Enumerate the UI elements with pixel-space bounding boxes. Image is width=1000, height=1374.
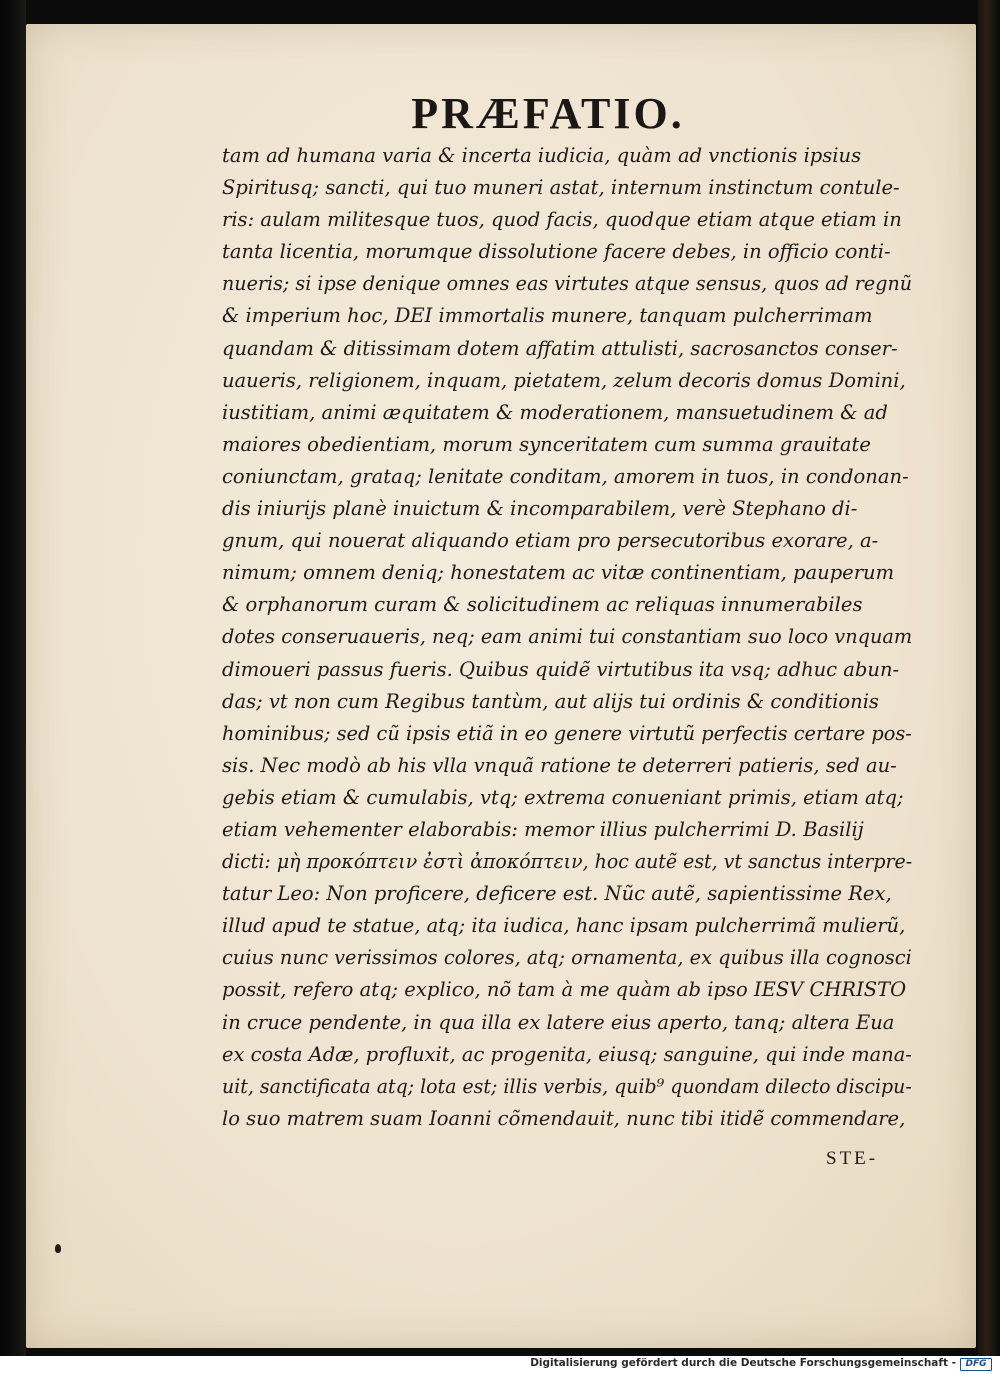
text-line: das; vt non cum Regibus tantùm, aut alijs tui ordinis & conditionis bbox=[222, 689, 879, 713]
page-heading: PRÆFATIO. bbox=[411, 89, 685, 138]
text-line: illud apud te statue, atq; ita iudica, hanc ipsam pulcherrimã mulierũ, bbox=[222, 914, 906, 938]
catchword: STE- bbox=[826, 1148, 879, 1169]
text-line: gnum, qui nouerat aliquando etiam pro persecutoribus exorare, a- bbox=[222, 529, 879, 553]
text-line: maiores obedientiam, morum synceritatem cum summa grauitate bbox=[222, 432, 871, 456]
text-line: nimum; omnem deniq; honestatem ac vitæ continentiam, pauperum bbox=[222, 561, 895, 585]
text-line: gebis etiam & cumulabis, vtq; extrema conueniant primis, etiam atq; bbox=[222, 785, 904, 809]
footer-bar bbox=[0, 1356, 1000, 1374]
body-text bbox=[222, 140, 912, 1135]
dfg-logo: DFG bbox=[960, 1358, 992, 1371]
text-line: Spiritusq; sancti, qui tuo muneri astat, internum instinctum contule- bbox=[222, 176, 900, 200]
text-line: hominibus; sed cũ ipsis etiã in eo genere virtutũ perfectis certare pos- bbox=[222, 721, 912, 745]
text-line: uaueris, religionem, inquam, pietatem, zelum decoris domus Domini, bbox=[222, 368, 906, 392]
text-line: & imperium hoc, DEI immortalis munere, tanquam pulcherrimam bbox=[222, 304, 873, 328]
text-line: etiam vehementer elaborabis: memor illius pulcherrimi D. Basilij bbox=[222, 817, 864, 841]
text-line: lo suo matrem suam Ioanni cõmendauit, nunc tibi itidẽ commendare, bbox=[222, 1106, 906, 1130]
text-line: in cruce pendente, in qua illa ex latere eius aperto, tanq; altera Eua bbox=[222, 1010, 895, 1034]
text-line: dicti: μὴ προκόπτειν ἐστὶ ἀποκόπτειν, hoc autẽ est, vt sanctus interpre- bbox=[222, 850, 913, 874]
text-line: & orphanorum curam & solicitudinem ac reliquas innumerabiles bbox=[222, 593, 863, 617]
text-line: cuius nunc verissimos colores, atq; ornamenta, ex quibus illa cognosci bbox=[222, 946, 912, 970]
ink-spot bbox=[55, 1244, 61, 1253]
text-line: ris: aulam militesque tuos, quod facis, quodque etiam atque etiam in bbox=[222, 208, 902, 232]
text-line: coniunctam, grataq; lenitate conditam, amorem in tuos, in condonan- bbox=[222, 464, 909, 488]
text-line: nueris; si ipse denique omnes eas virtutes atque sensus, quos ad regnũ bbox=[222, 272, 913, 296]
text-line: tam ad humana varia & incerta iudicia, quàm ad vnctionis ipsius bbox=[222, 144, 862, 167]
text-line: quandam & ditissimam dotem affatim attulisti, sacrosanctos conser- bbox=[222, 336, 898, 360]
text-line: dis iniurijs planè inuictum & incomparabilem, verè Stephano di- bbox=[222, 497, 858, 521]
text-line: sis. Nec modò ab his vlla vnquã ratione te deterreri patieris, sed au- bbox=[222, 753, 897, 777]
text-line: tatur Leo: Non proficere, deficere est. Nũc autẽ, sapientissime Rex, bbox=[222, 882, 892, 906]
text-line: dimoueri passus fueris. Quibus quidẽ virtutibus ita vsq; adhuc abun- bbox=[222, 657, 900, 681]
book-right-edge bbox=[978, 0, 1000, 1356]
text-line: tanta licentia, morumque dissolutione facere debes, in officio conti- bbox=[222, 240, 891, 264]
text-line: iustitiam, animi æquitatem & moderationem, mansuetudinem & ad bbox=[222, 400, 888, 424]
text-line: dotes conseruaueris, neq; eam animi tui constantiam suo loco vnquam bbox=[222, 625, 913, 649]
funding-credit: Digitalisierung gefördert durch die Deutsche Forschungsgemeinschaft - bbox=[530, 1357, 956, 1369]
text-line: uit, sanctificata atq; lota est; illis verbis, quib⁹ quondam dilecto discipu- bbox=[222, 1074, 912, 1098]
book-left-edge bbox=[0, 0, 26, 1356]
text-line: possit, refero atq; explico, nõ tam à me quàm ab ipso IESV CHRISTO bbox=[222, 978, 907, 1002]
text-line: ex costa Adæ, profluxit, ac progenita, eiusq; sanguine, qui inde mana- bbox=[222, 1042, 912, 1066]
